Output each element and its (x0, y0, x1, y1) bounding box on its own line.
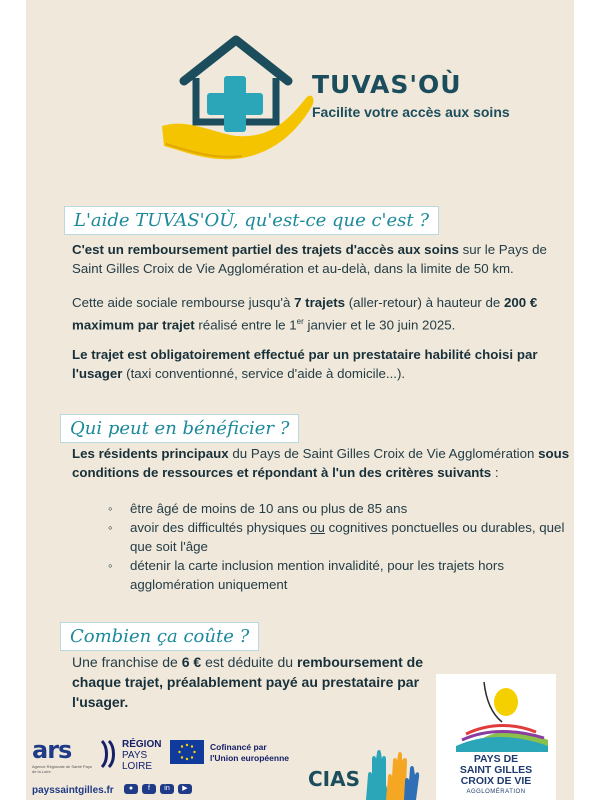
text: du Pays de Saint Gilles Croix de Vie Agglomération (228, 446, 539, 461)
section-heading-what: L'aide TUVAS'OÙ, qu'est-ce que c'est ? (64, 206, 439, 235)
region-logo (98, 736, 178, 776)
eu-logo-text (210, 742, 289, 764)
ars-logo-text: ars (32, 736, 72, 764)
ars-logo (32, 736, 92, 774)
text: cognitives ponctuelles ou durables, quel que soit l'âge (130, 520, 565, 554)
text-bold: sous conditions de ressources et répondant à l'un des critères suivants (72, 446, 570, 480)
cias-logo (308, 745, 418, 800)
list-item: ◦ être âgé de moins de 10 ans ou plus de 85 ans (108, 499, 574, 518)
text-bold: C'est un remboursement partiel des trajets d'accès aux soins (72, 242, 459, 257)
social-icon[interactable]: in (160, 784, 174, 794)
text-bold: 7 trajets (294, 295, 346, 310)
text-bold: 200 € maximum par trajet (72, 295, 538, 333)
superscript: er (296, 317, 304, 326)
pays-saint-gilles-logo (436, 674, 556, 800)
region-line: RÉGION (122, 739, 162, 750)
region-mark-icon (98, 739, 120, 769)
text: est déduite du (201, 654, 297, 670)
criteria-list (108, 499, 574, 594)
text: sur le Pays de Saint Gilles Croix de Vie Agglomération et au-delà, dans la limite de 50 km. (72, 242, 547, 276)
section-heading-cost: Combien ça coûte ? (60, 622, 259, 651)
flyer-page (26, 0, 574, 800)
eu-logo (170, 736, 300, 776)
paragraph-amount (72, 293, 572, 334)
text-bold: Le trajet est obligatoirement effectué par un prestataire habilité choisi par l'usager (72, 347, 538, 381)
text: Cette aide sociale rembourse jusqu'à (72, 295, 295, 310)
ars-logo-subtitle: Agence Régionale de Santé Pays de la Loire (32, 764, 92, 774)
psg-logo-text (436, 754, 556, 787)
list-item: ◦ détenir la carte inclusion mention invalidité, pour les trajets hors agglomération uniquement (108, 556, 574, 594)
psg-line: PAYS DE (473, 753, 519, 765)
text: (taxi conventionné, service d'aide à domicile...). (122, 366, 406, 381)
website-link[interactable]: payssaintgilles.fr (32, 785, 114, 796)
brand-tagline: Facilite votre accès aux soins (312, 104, 510, 120)
eu-line: l'Union européenne (210, 753, 289, 763)
paragraph-eligibility (72, 444, 572, 482)
partner-logos (32, 732, 322, 778)
social-icon[interactable]: ▶ (178, 784, 192, 794)
text-bold: remboursement de chaque trajet, préalablement payé au prestataire par l'usager. (72, 654, 423, 710)
psg-logo-subtitle: AGGLOMÉRATION (466, 789, 526, 795)
hands-icon (360, 745, 420, 800)
text: réalisé entre le 1 (194, 317, 297, 333)
list-item (108, 518, 574, 556)
text: (aller-retour) à hauteur de (345, 295, 504, 310)
text-bold: Les résidents principaux (72, 446, 229, 461)
psg-line: CROIX DE VIE (460, 775, 532, 787)
eu-line: Cofinancé par (210, 742, 267, 752)
text: avoir des difficultés physiques (130, 520, 311, 535)
region-logo-text (122, 739, 161, 772)
brand-name: TUVAS'OÙ (312, 70, 462, 99)
text: : (491, 465, 499, 480)
section-heading-who: Qui peut en bénéficier ? (60, 414, 299, 443)
text-bold: 6 € (181, 654, 202, 670)
landscape-icon (436, 674, 556, 754)
eu-flag-icon (170, 740, 204, 764)
cias-logo-text: CIAS (308, 767, 361, 791)
region-line: PAYS (122, 750, 148, 761)
text: Une franchise de (72, 654, 182, 670)
paragraph-cost (72, 652, 472, 712)
paragraph-definition (72, 240, 572, 278)
region-line: LOIRE (122, 761, 153, 772)
text: janvier et le 30 juin 2025. (303, 317, 456, 333)
house-hand-icon (156, 26, 316, 166)
text-underlined: ou (310, 520, 325, 535)
social-icon[interactable]: f (142, 784, 156, 794)
paragraph-provider (72, 345, 572, 383)
psg-line: SAINT GILLES (459, 764, 533, 776)
social-icon[interactable]: ● (124, 784, 138, 794)
